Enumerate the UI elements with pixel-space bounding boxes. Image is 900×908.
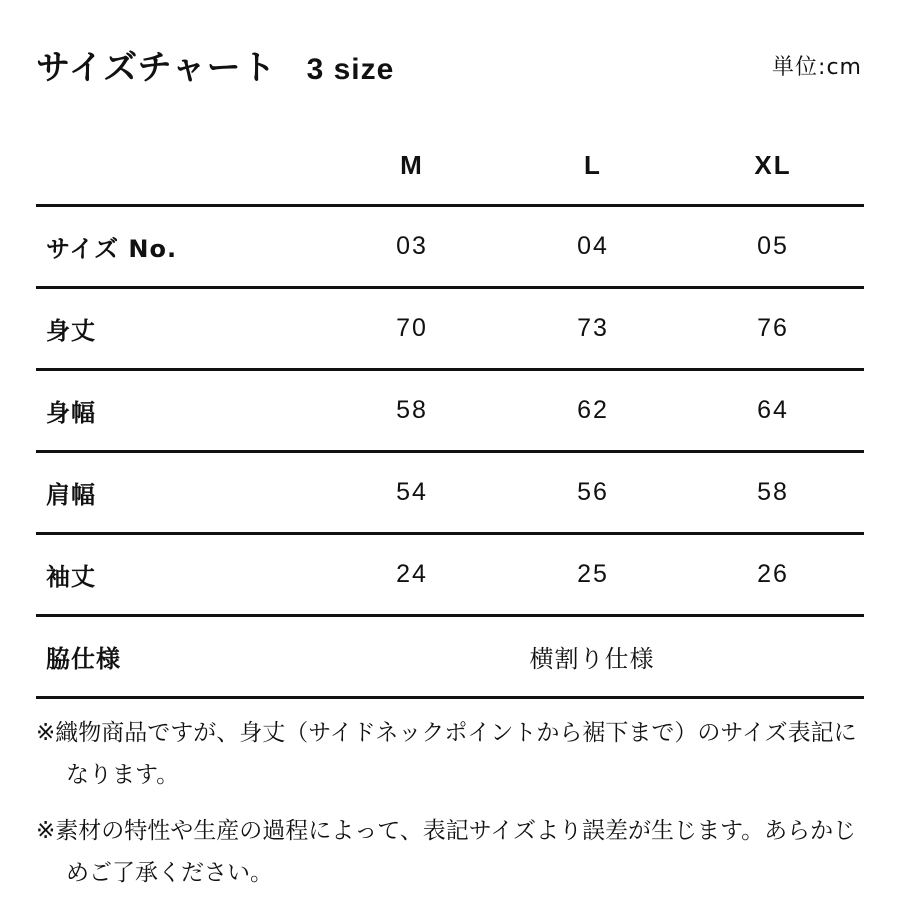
- row-label: 袖丈: [46, 563, 96, 591]
- table-cell: 76: [757, 314, 789, 342]
- table-cell: 64: [757, 396, 789, 424]
- unit-label: 単位:cm: [772, 55, 862, 80]
- table-row-size-no: [36, 207, 864, 289]
- table-cell: 05: [757, 232, 789, 260]
- column-header-l: L: [584, 149, 602, 180]
- column-header-m: M: [400, 149, 424, 180]
- row-label: 脇仕様: [46, 645, 121, 673]
- table-cell: 56: [577, 478, 609, 506]
- table-cell: 04: [577, 232, 609, 260]
- table-row-body-length: [36, 289, 864, 371]
- column-header-xl: XL: [754, 149, 792, 180]
- table-cell: 24: [396, 560, 428, 588]
- table-cell: 54: [396, 478, 428, 506]
- table-row-side-spec: [36, 617, 864, 699]
- table-row-shoulder-width: [36, 453, 864, 535]
- note-item: ※素材の特性や生産の過程によって、表記サイズより誤差が生じます。あらかじめご了承ください。: [36, 818, 857, 886]
- table-header-row: [36, 126, 864, 207]
- size-table: [36, 126, 864, 699]
- table-cell: 58: [757, 478, 789, 506]
- table-cell: 70: [396, 314, 428, 342]
- row-label: 身幅: [46, 399, 96, 427]
- chart-title: サイズチャート: [36, 48, 277, 88]
- row-label: サイズ No.: [46, 235, 178, 263]
- table-cell: 25: [577, 560, 609, 588]
- row-label: 身丈: [46, 317, 96, 345]
- table-row-sleeve-length: [36, 535, 864, 617]
- notes: [36, 712, 864, 908]
- table-cell: 62: [577, 396, 609, 424]
- table-cell: 26: [757, 560, 789, 588]
- table-cell: 73: [577, 314, 609, 342]
- note-item: ※織物商品ですが、身丈（サイドネックポイントから裾下まで）のサイズ表記になります。: [36, 720, 857, 788]
- table-cell: 58: [396, 396, 428, 424]
- size-count-label: 3 size: [306, 53, 395, 86]
- row-label: 肩幅: [46, 481, 96, 509]
- table-row-body-width: [36, 371, 864, 453]
- page-title: [36, 40, 394, 89]
- side-spec-value: 横割り仕様: [529, 645, 655, 673]
- table-cell: 03: [396, 232, 428, 260]
